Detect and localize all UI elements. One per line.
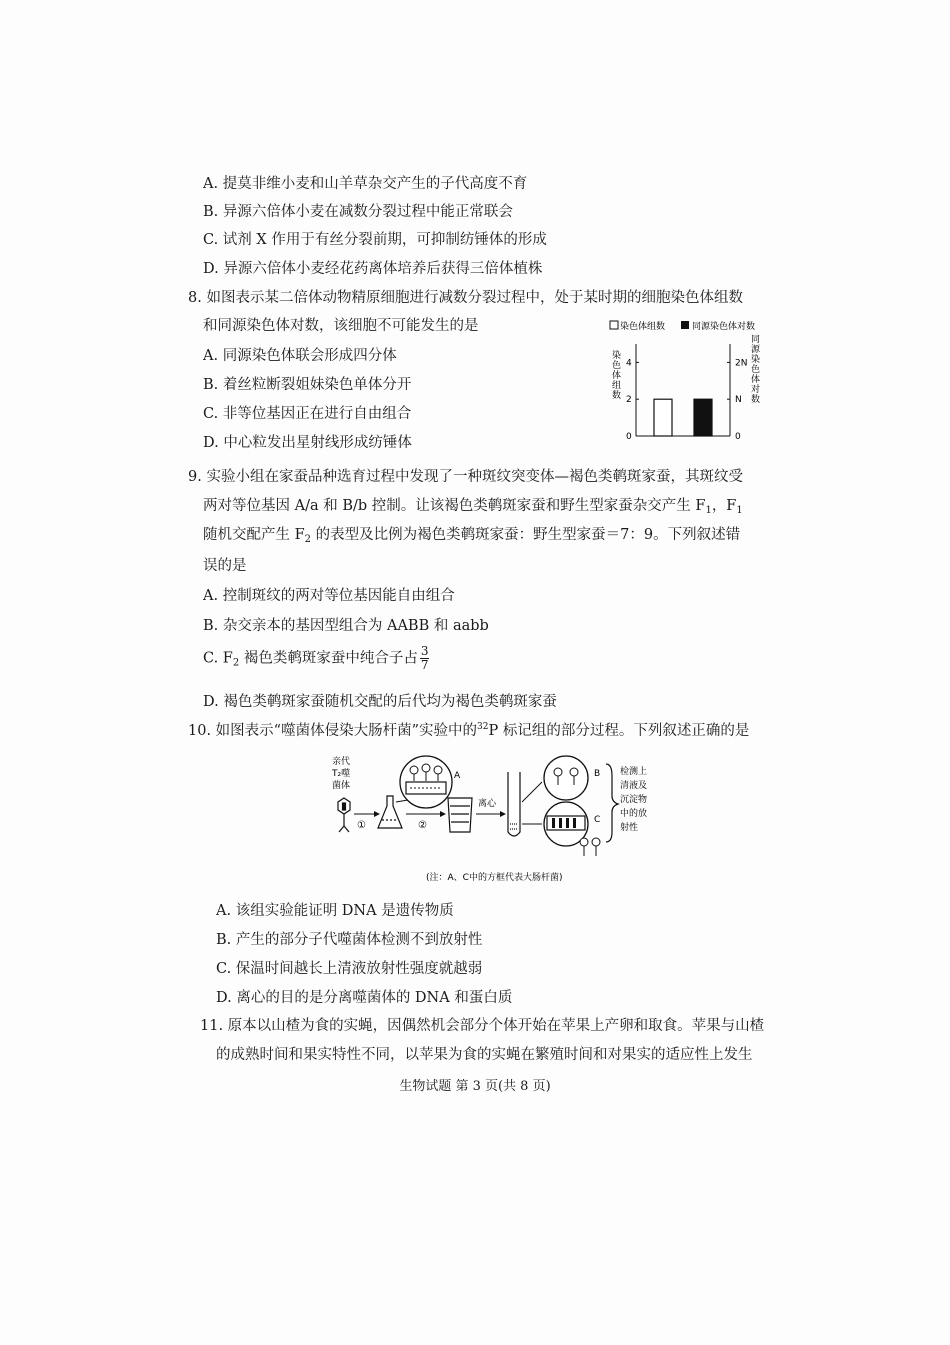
q8-stem-line1: 8. 如图表示某二倍体动物精原细胞进行减数分裂过程中，处于某时期的细胞染色体组数: [188, 290, 743, 306]
svg-text:菌体: 菌体: [332, 781, 351, 791]
chromosome-bar-chart: [604, 314, 774, 448]
svg-text:检测上: 检测上: [620, 767, 648, 777]
bar-homologous-pairs: [694, 399, 712, 436]
q8-option-c: C. 非等位基因正在进行自由组合: [203, 406, 412, 422]
beaker-icon: [448, 798, 472, 832]
svg-text:数: 数: [612, 391, 622, 401]
svg-text:数: 数: [751, 395, 761, 405]
svg-text:染: 染: [612, 351, 622, 361]
bar-chromosome-sets: [654, 399, 672, 436]
right-tick-0: 0: [735, 432, 741, 442]
parent-phage-icon: [338, 798, 350, 832]
svg-text:组: 组: [612, 381, 622, 391]
q9-option-a: A. 控制斑纹的两对等位基因能自由组合: [203, 588, 455, 604]
supernatant-circle-b: [544, 756, 588, 800]
svg-text:同: 同: [751, 335, 761, 345]
q9-stem-line2: 两对等位基因 A/a 和 B/b 控制。让该褐色类鹌斑家蚕和野生型家蚕杂交产生 $F_1$，$F_1$: [203, 498, 743, 516]
q9-stem-line3: 随机交配产生 $F_2$ 的表型及比例为褐色类鹌斑家蚕：野生型家蚕＝7：9。下列叙述错: [203, 527, 741, 545]
svg-text:体: 体: [612, 371, 622, 381]
q10-option-d: D. 离心的目的是分离噬菌体的 DNA 和蛋白质: [216, 990, 513, 1006]
q7-option-a: A. 提莫非维小麦和山羊草杂交产生的子代高度不育: [203, 176, 528, 192]
q7-option-d: D. 异源六倍体小麦经花药离体培养后获得三倍体植株: [203, 261, 543, 277]
q9-option-c: C. $F_2$ 褐色类鹌斑家蚕中纯合子占 $\frac{3}{7}$: [203, 644, 429, 672]
fraction-3-7: $\frac{3}{7}$: [420, 644, 429, 672]
q7-option-b: B. 异源六倍体小麦在减数分裂过程中能正常联会: [203, 204, 513, 220]
q7-option-c: C. 试剂 X 作用于有丝分裂前期，可抑制纺锤体的形成: [203, 232, 547, 248]
left-tick-0: 0: [626, 432, 632, 442]
brace: [606, 764, 618, 842]
figure-note: (注：A、C中的方框代表大肠杆菌): [426, 873, 563, 883]
q10-option-b: B. 产生的部分子代噬菌体检测不到放射性: [216, 932, 483, 948]
legend-swatch-pairs: [681, 321, 689, 329]
svg-text:清液及: 清液及: [620, 781, 648, 791]
label-a: A: [454, 771, 461, 781]
flask-icon: [378, 796, 402, 828]
q8-option-b: B. 着丝粒断裂姐妹染色单体分开: [203, 377, 412, 393]
centrifuge-label: 离心: [478, 799, 497, 809]
detection-label: [620, 765, 647, 833]
q9-option-b: B. 杂交亲本的基因型组合为 AABB 和 aabb: [203, 618, 489, 634]
left-axis-label: [612, 349, 621, 401]
label-b: B: [594, 769, 601, 779]
step2-label: ②: [418, 820, 427, 831]
svg-text:对: 对: [751, 385, 761, 395]
parent-phage-label: [331, 755, 350, 791]
svg-text:色: 色: [612, 361, 622, 371]
legend-label-sets: 染色体组数: [620, 322, 666, 332]
right-tick-N: N: [735, 395, 742, 406]
step1-label: ①: [357, 820, 366, 831]
q8-option-d: D. 中心粒发出星射线形成纺锤体: [203, 435, 412, 451]
svg-text:T₂噬: T₂噬: [332, 769, 351, 779]
chart-legend: [610, 320, 755, 332]
svg-text:射性: 射性: [620, 823, 639, 833]
svg-text:亲代: 亲代: [332, 757, 351, 767]
test-tube-icon: [508, 772, 520, 836]
legend-swatch-sets: [610, 321, 618, 329]
svg-text:染: 染: [751, 355, 761, 365]
q11-stem-line2: 的成熟时间和果实特性不同，以苹果为食的实蝇在繁殖时间和对果实的适应性上发生: [216, 1047, 753, 1063]
offspring-phages-icon: [580, 838, 600, 856]
q11-stem-line1: 11. 原本以山楂为食的实蝇，因偶然机会部分个体开始在苹果上产卵和取食。苹果与山楂: [200, 1018, 765, 1034]
q8-option-a: A. 同源染色体联会形成四分体: [203, 348, 397, 364]
q10-option-c: C. 保温时间越长上清液放射性强度就越弱: [216, 961, 483, 977]
phage-experiment-diagram: [330, 752, 650, 884]
svg-text:沉淀物: 沉淀物: [620, 795, 648, 805]
svg-text:源: 源: [751, 345, 761, 355]
left-tick-2: 2: [626, 395, 632, 406]
q10-stem: 10. 如图表示“噬菌体侵染大肠杆菌”实验中的$^{32}$P 标记组的部分过程。下列叙述正确的是: [188, 722, 750, 739]
svg-text:中的放: 中的放: [620, 809, 648, 819]
left-tick-4: 4: [626, 358, 632, 369]
q9-stem-line1: 9. 实验小组在家蚕品种选育过程中发现了一种斑纹突变体—褐色类鹌斑家蚕，其斑纹受: [188, 469, 743, 485]
right-tick-2N: 2N: [735, 358, 748, 369]
right-axis-label: [751, 334, 761, 405]
q9-option-d: D. 褐色类鹌斑家蚕随机交配的后代均为褐色类鹌斑家蚕: [203, 694, 557, 710]
svg-text:体: 体: [751, 375, 761, 385]
svg-text:色: 色: [751, 365, 761, 375]
q9-stem-line4: 误的是: [203, 558, 247, 574]
q8-stem-line2: 和同源染色体对数，该细胞不可能发生的是: [203, 318, 479, 334]
legend-label-pairs: 同源染色体对数: [692, 322, 756, 332]
q10-option-a: A. 该组实验能证明 DNA 是遗传物质: [216, 903, 454, 919]
page-footer: 生物试题 第 3 页(共 8 页): [399, 1079, 551, 1094]
label-c: C: [594, 815, 601, 825]
